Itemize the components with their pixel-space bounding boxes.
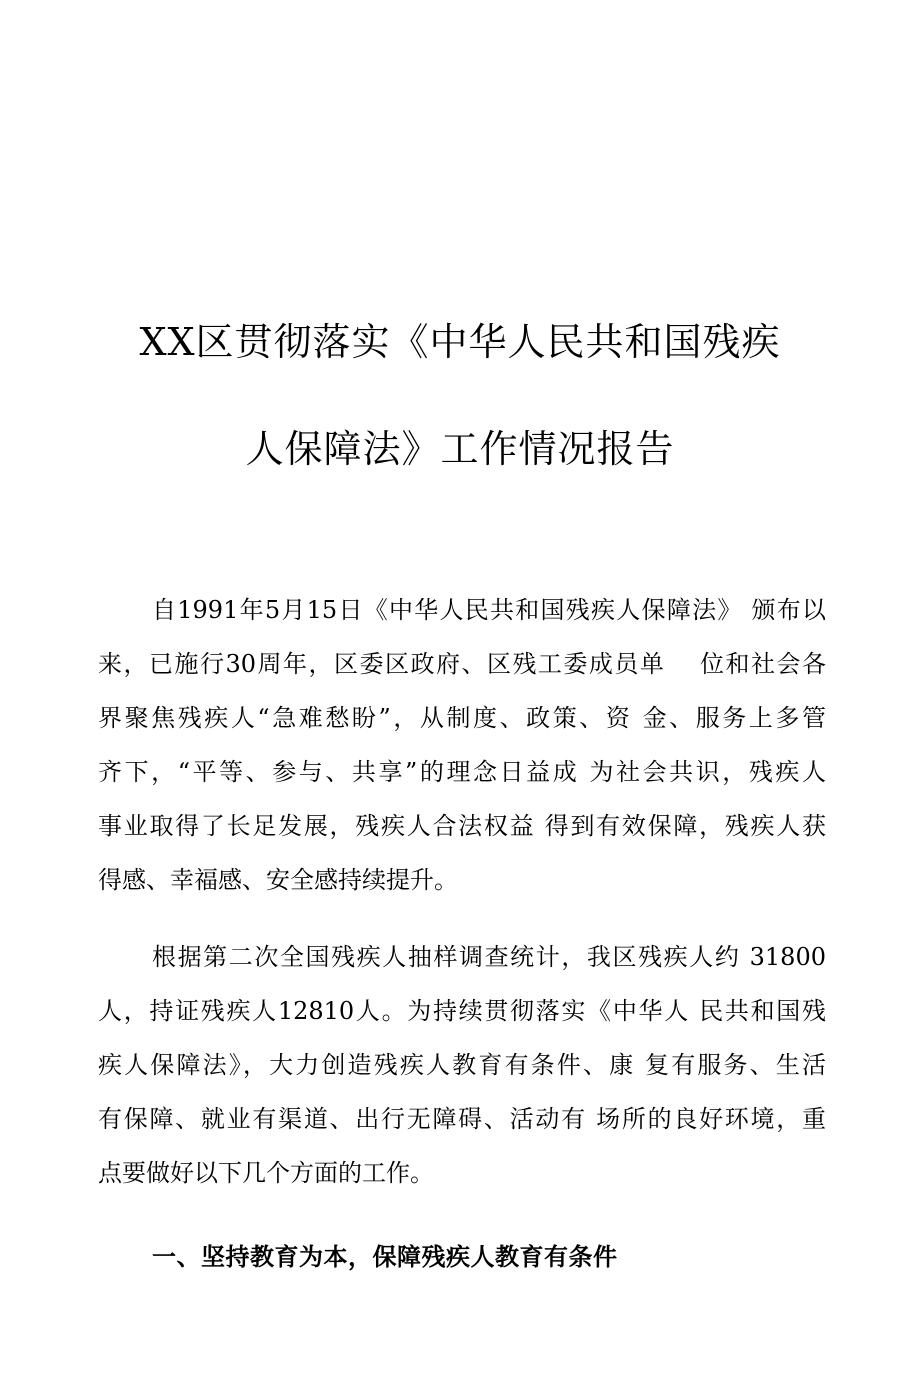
paragraph-2-line-1: 根据第二次全国残疾人抽样调查统计，我区残疾人约 31800 — [152, 943, 826, 971]
paragraph-1-line-1: 自1991年5月15日《中华人民共和国残疾人保障法》 颁布以 — [152, 596, 826, 624]
paragraph-1-line-4: 齐下，“平等、参与、共享”的理念日益成 为社会共识，残疾人 — [98, 758, 826, 786]
section-1-heading: 一、坚持教育为本，保障残疾人教育有条件 — [152, 1242, 618, 1271]
paragraph-2-line-2: 人，持证残疾人12810人。为持续贯彻落实《中华人 民共和国残 — [98, 997, 826, 1025]
document-title-line-2: 人保障法》工作情况报告 — [245, 427, 675, 471]
paragraph-1-line-6: 得感、幸福感、安全感持续提升。 — [98, 866, 458, 894]
paragraph-1-line-5: 事业取得了长足发展，残疾人合法权益 得到有效保障，残疾人获 — [98, 812, 826, 840]
document-title-line-1: XX区贯彻落实《中华人民共和国残疾 — [139, 320, 781, 364]
paragraph-2-line-5: 点要做好以下几个方面的工作。 — [98, 1159, 434, 1187]
paragraph-1-line-3: 界聚焦残疾人“急难愁盼”，从制度、政策、资 金、服务上多管 — [98, 704, 826, 732]
paragraph-1-line-2: 来，已施行30周年，区委区政府、区残工委成员单 位和社会各 — [98, 650, 826, 678]
paragraph-2-line-4: 有保障、就业有渠道、出行无障碍、活动有 场所的良好环境，重 — [98, 1105, 826, 1133]
paragraph-2-line-3: 疾人保障法》，大力创造残疾人教育有条件、康 复有服务、生活 — [98, 1051, 826, 1079]
